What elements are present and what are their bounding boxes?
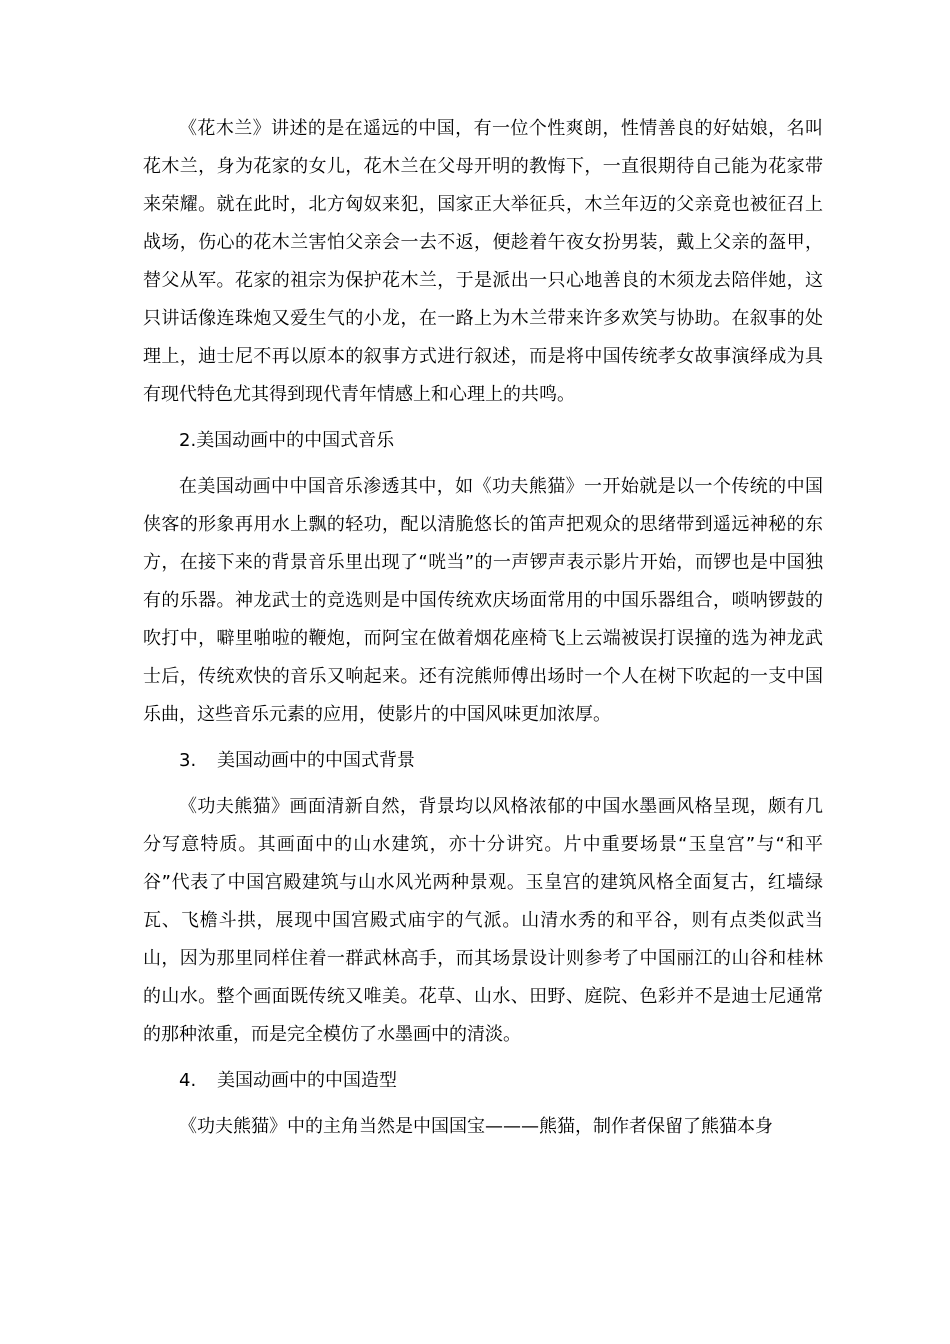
paragraph-music: 在美国动画中中国音乐渗透其中，如《功夫熊猫》一开始就是以一个传统的中国侠客的形象再用水上飘的轻功，配以清脆悠长的笛声把观众的思绪带到遥远神秘的东方，在接下来的背景音乐里出现了“咣当”的一声锣声表示影片开始，而锣也是中国独有的乐器。神龙武士的竞选则是中国传统欢庆场面常用的中国乐器组合，唢呐锣鼓的吹打中，噼里啪啦的鞭炮，而阿宝在做着烟花座椅飞上云端被误打误撞的选为神龙武士后，传统欢快的音乐又响起来。还有浣熊师傅出场时一个人在树下吹起的一支中国乐曲，这些音乐元素的应用，使影片的中国风味更加浓厚。 <box>143 476 823 725</box>
heading-number: 3. <box>179 750 197 771</box>
heading-number: 4. <box>179 1070 197 1091</box>
paragraph-mulan: 《花木兰》讲述的是在遥远的中国，有一位个性爽朗，性情善良的好姑娘，名叫花木兰，身为花家的女儿，花木兰在父母开明的教悔下，一直很期待自己能为花家带来荣耀。就在此时，北方匈奴来犯，国家正大举征兵，木兰年迈的父亲竟也被征召上战场，伤心的花木兰害怕父亲会一去不返，便趁着午夜女扮男装，戴上父亲的盔甲，替父从军。花家的祖宗为保护花木兰，于是派出一只心地善良的木须龙去陪伴她，这只讲话像连珠炮又爱生气的小龙，在一路上为木兰带来许多欢笑与协助。在叙事的处理上，迪士尼不再以原本的叙事方式进行叙述，而是将中国传统孝女故事演绎成为具有现代特色尤其得到现代青年情感上和心理上的共鸣。 <box>143 118 823 405</box>
paragraph-background: 《功夫熊猫》画面清新自然，背景均以风格浓郁的中国水墨画风格呈现，颇有几分写意特质。其画面中的山水建筑，亦十分讲究。片中重要场景“玉皇宫”与“和平谷”代表了中国宫殿建筑与山水风光两种景观。玉皇宫的建筑风格全面复古，红墙绿瓦、飞檐斗拱，展现中国宫殿式庙宇的气派。山清水秀的和平谷，则有点类似武当山，因为那里同样住着一群武林高手，而其场景设计则参考了中国丽江的山谷和桂林的山水。整个画面既传统又唯美。花草、山水、田野、庭院、色彩并不是迪士尼通常的那种浓重，而是完全模仿了水墨画中的清淡。 <box>143 796 823 1045</box>
paragraph-character: 《功夫熊猫》中的主角当然是中国国宝———熊猫，制作者保留了熊猫本身 <box>179 1116 773 1137</box>
heading-text: 美国动画中的中国式音乐 <box>196 430 395 451</box>
heading-text: 美国动画中的中国式背景 <box>217 750 415 771</box>
section-heading-character <box>143 1062 823 1100</box>
document-page <box>143 110 823 1146</box>
heading-text: 美国动画中的中国造型 <box>217 1070 397 1091</box>
heading-number: 2. <box>179 430 197 451</box>
section-heading-music <box>143 422 823 460</box>
section-heading-background <box>143 742 823 780</box>
